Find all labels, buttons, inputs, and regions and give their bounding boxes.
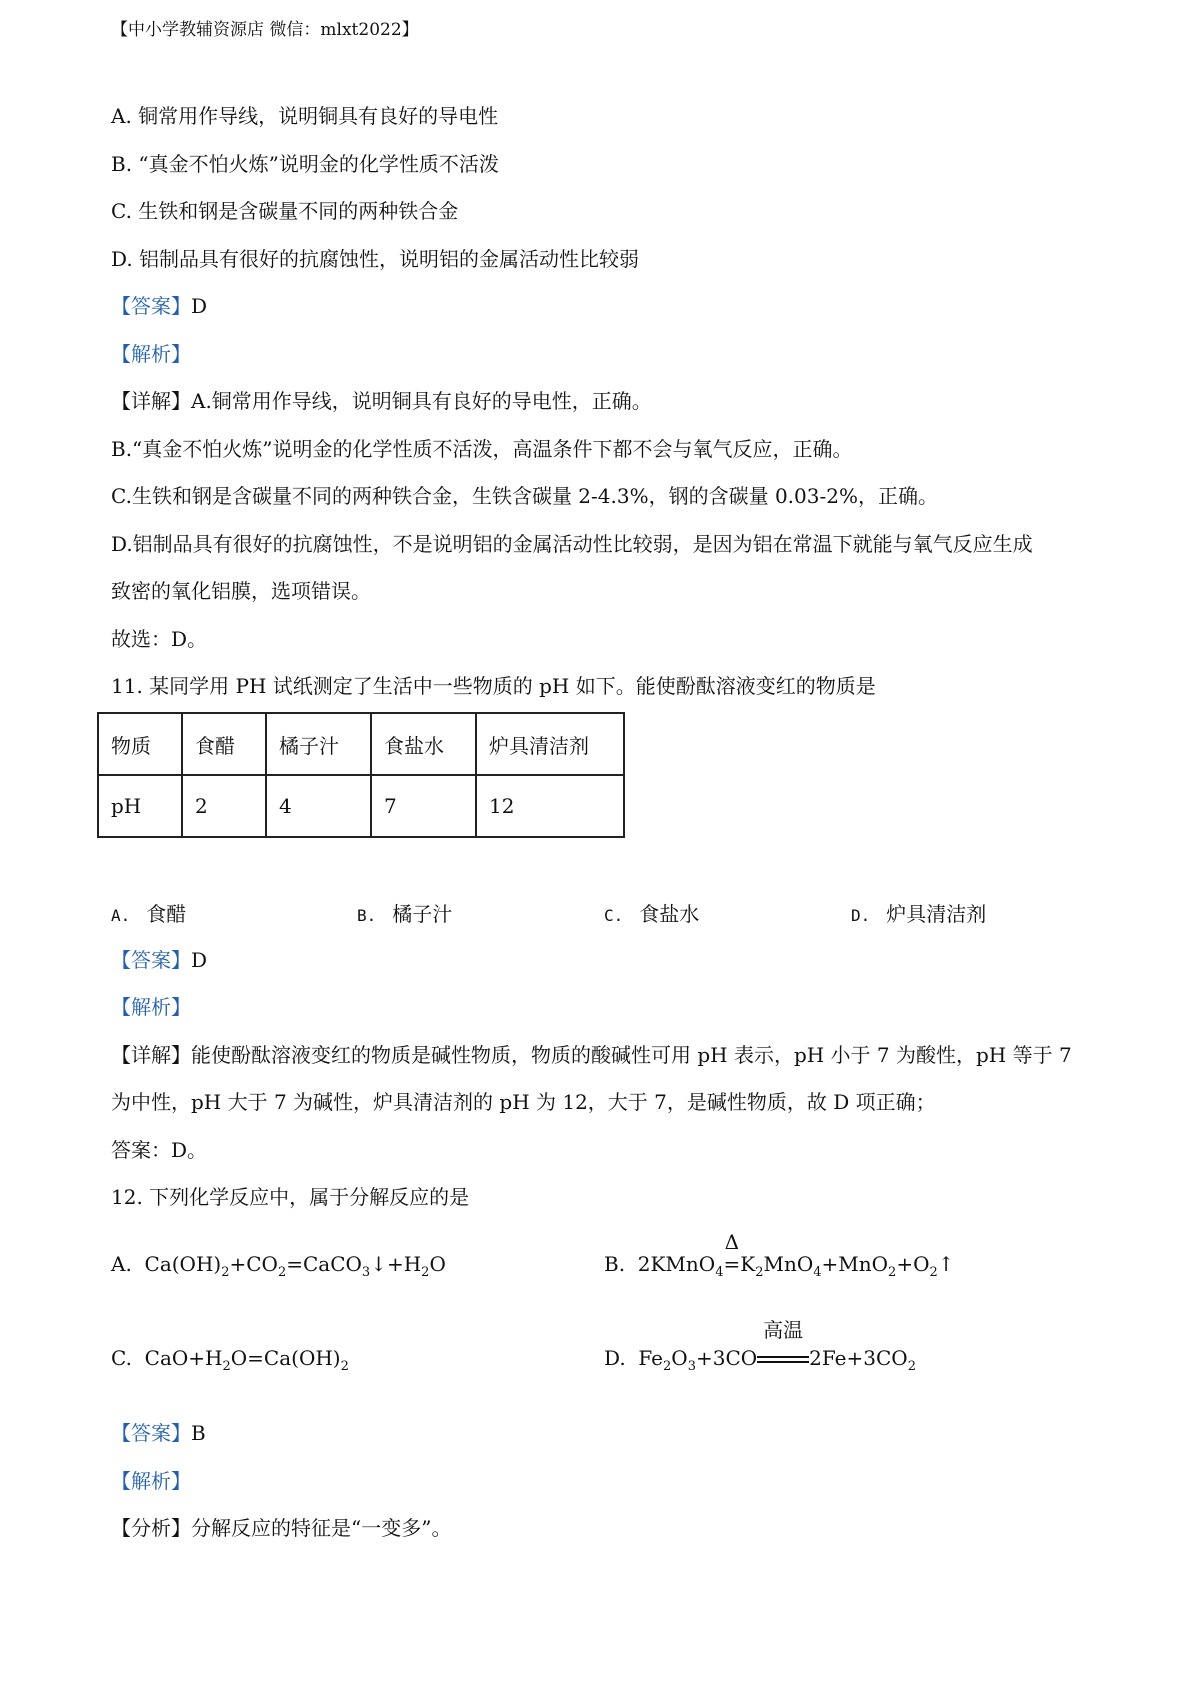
q11-option-a bbox=[111, 898, 186, 927]
q10-option-a: A. 铜常用作导线，说明铜具有良好的导电性 bbox=[111, 104, 499, 128]
q11-stem: 11. 某同学用 PH 试纸测定了生活中一些物质的 pH 如下。能使酚酞溶液变红的物质是 bbox=[111, 674, 876, 698]
q12-option-c: C. $CaO+H_2O=Ca(OH)_2$ bbox=[111, 1346, 349, 1374]
q12-option-a: A. $Ca(OH)_2+CO_2=CaCO_3↓+H_2O$ bbox=[111, 1252, 446, 1280]
option-text: 食醋 bbox=[146, 902, 187, 926]
double-bar bbox=[757, 1356, 809, 1363]
table-cell: 2 bbox=[182, 775, 266, 837]
q10-detail-a bbox=[111, 387, 652, 415]
fenxi-text: 分解反应的特征是“一变多”。 bbox=[191, 1516, 452, 1540]
answer-value: D bbox=[191, 294, 208, 318]
table-cell: 食醋 bbox=[182, 713, 266, 775]
q10-option-d: D. 铝制品具有很好的抗腐蚀性，说明铝的金属活动性比较弱 bbox=[111, 247, 640, 271]
option-text: 炉具清洁剂 bbox=[886, 902, 987, 926]
table-row bbox=[98, 775, 624, 837]
detail-text: 能使酚酞溶液变红的物质是碱性物质，物质的酸碱性可用 pH 表示，pH 小于 7 为酸性，pH 等于 7 bbox=[191, 1043, 1072, 1067]
q12-option-b: B. 2KMnO$_4$ Δ $=K_2MnO_4+MnO_2+O_2↑$ bbox=[604, 1230, 955, 1280]
answer-value: D bbox=[191, 948, 208, 972]
table-cell: 物质 bbox=[98, 713, 182, 775]
detail-text: A.铜常用作导线，说明铜具有良好的导电性，正确。 bbox=[191, 389, 652, 413]
table-cell: 12 bbox=[476, 775, 624, 837]
table-row bbox=[98, 713, 624, 775]
high-temp-label: 高温 bbox=[763, 1318, 804, 1342]
option-text: 食盐水 bbox=[639, 902, 700, 926]
table-cell: 食盐水 bbox=[371, 713, 476, 775]
q10-detail-b: B.“真金不怕火炼”说明金的化学性质不活泼，高温条件下都不会与氧气反应，正确。 bbox=[111, 437, 853, 461]
q11-option-b bbox=[357, 898, 452, 927]
condition-high-temp bbox=[757, 1318, 809, 1370]
q11-option-c bbox=[604, 898, 699, 927]
answer-value: B bbox=[191, 1421, 206, 1445]
answer-label: 【答案】 bbox=[111, 1421, 191, 1445]
table-cell: 7 bbox=[371, 775, 476, 837]
q11-analysis-label: 【解析】 bbox=[111, 995, 191, 1019]
q12-answer bbox=[111, 1419, 206, 1447]
table-cell: 炉具清洁剂 bbox=[476, 713, 624, 775]
q12-fenxi bbox=[111, 1514, 451, 1542]
q12-analysis-label: 【解析】 bbox=[111, 1469, 191, 1493]
fenxi-label: 【分析】 bbox=[111, 1516, 191, 1540]
option-letter: A. bbox=[111, 906, 131, 925]
q10-detail-d: D.铝制品具有很好的抗腐蚀性，不是说明铝的金属活动性比较弱，是因为铝在常温下就能与氧气反应生成 bbox=[111, 532, 1033, 556]
q10-conclusion: 故选：D。 bbox=[111, 627, 208, 651]
q11-conclusion: 答案：D。 bbox=[111, 1138, 208, 1162]
table-cell: 4 bbox=[266, 775, 371, 837]
q12-stem: 12. 下列化学反应中，属于分解反应的是 bbox=[111, 1185, 470, 1209]
heat-symbol: Δ bbox=[724, 1230, 740, 1254]
answer-label: 【答案】 bbox=[111, 294, 191, 318]
table-cell: pH bbox=[98, 775, 182, 837]
q12-option-d: D. $Fe_2O_3+3CO$ 高温 $2Fe+3CO_2$ bbox=[604, 1318, 916, 1374]
q11-detail-1 bbox=[111, 1041, 1072, 1069]
option-letter: D. bbox=[851, 906, 871, 925]
option-letter: B. bbox=[357, 906, 377, 925]
option-text: 橘子汁 bbox=[392, 902, 453, 926]
q10-detail-d-cont: 致密的氧化铝膜，选项错误。 bbox=[111, 579, 371, 603]
q11-answer bbox=[111, 946, 207, 974]
q10-detail-c: C.生铁和钢是含碳量不同的两种铁合金，生铁含碳量 2-4.3%，钢的含碳量 0.03-2%，正确。 bbox=[111, 484, 938, 508]
q10-option-c: C. 生铁和钢是含碳量不同的两种铁合金 bbox=[111, 199, 459, 223]
detail-label: 【详解】 bbox=[111, 1043, 191, 1067]
answer-label: 【答案】 bbox=[111, 948, 191, 972]
condition-heat: Δ = bbox=[723, 1230, 741, 1276]
q10-analysis-label: 【解析】 bbox=[111, 342, 191, 366]
page-header: 【中小学教辅资源店 微信：mlxt2022】 bbox=[111, 20, 419, 40]
detail-label: 【详解】 bbox=[111, 389, 191, 413]
ph-table bbox=[97, 712, 625, 838]
q10-option-b: B. “真金不怕火炼”说明金的化学性质不活泼 bbox=[111, 152, 499, 176]
table-cell: 橘子汁 bbox=[266, 713, 371, 775]
q10-answer bbox=[111, 292, 207, 320]
option-letter: C. bbox=[604, 906, 624, 925]
q11-detail-2: 为中性，pH 大于 7 为碱性，炉具清洁剂的 pH 为 12，大于 7，是碱性物质，故 D 项正确； bbox=[111, 1090, 936, 1114]
q11-option-d bbox=[851, 898, 986, 927]
